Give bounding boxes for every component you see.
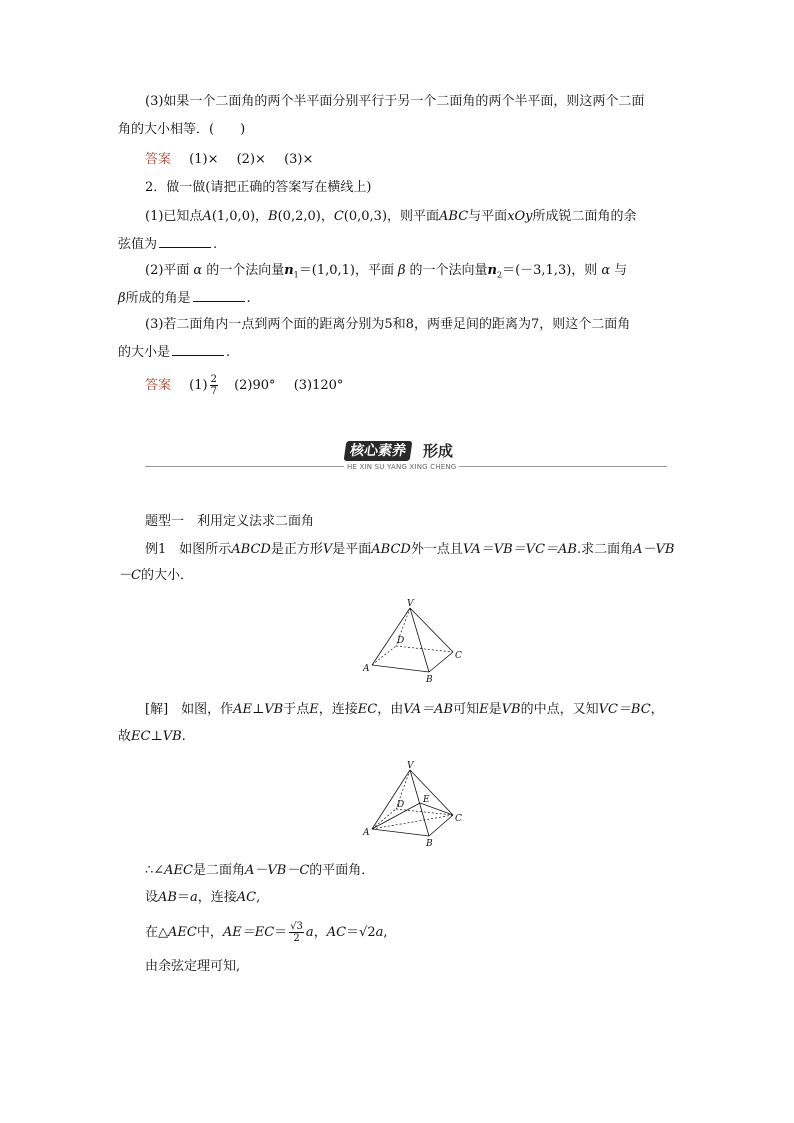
- answer-1: [145, 151, 313, 169]
- math: AC: [236, 890, 257, 905]
- pyramid-figure-2: [362, 760, 468, 850]
- edge-va: [372, 770, 410, 829]
- text: ，连接: [197, 890, 237, 905]
- edge-ab: [372, 665, 429, 672]
- banner-title: 形成: [423, 442, 454, 460]
- alpha-symbol: α: [601, 263, 611, 278]
- fraction-denominator: 2: [293, 933, 300, 944]
- text: 是正方形: [270, 542, 323, 557]
- text: (0,0,3)，则平面: [343, 209, 440, 224]
- normal-vector-n1: n: [284, 263, 294, 278]
- answer-2-item1-prefix: (1): [189, 378, 208, 393]
- example-1-line2: [118, 567, 193, 585]
- math: E: [309, 702, 319, 717]
- section-banner: [145, 440, 667, 474]
- text: ＝: [176, 890, 190, 905]
- vertex-label-a: A: [363, 664, 370, 674]
- point-c: C: [333, 209, 344, 224]
- vertex-label-v: V: [407, 761, 414, 771]
- text: 的中点，又知: [520, 702, 599, 717]
- fraction: [289, 921, 304, 944]
- beta-symbol: β: [118, 291, 126, 306]
- subscript: 2: [496, 270, 503, 280]
- text: .: [246, 291, 251, 306]
- answer-2-item3: (3)120°: [293, 378, 344, 393]
- text: 在△: [145, 925, 168, 940]
- text: ，: [313, 925, 327, 940]
- math: VA＝VB＝VC＝AB: [462, 542, 577, 557]
- conclusion-line: [145, 862, 374, 880]
- pyramid-figure-1: [362, 598, 468, 684]
- math: ABCD: [231, 542, 271, 557]
- math: AC: [326, 925, 347, 940]
- plane-xoy: xOy: [507, 209, 533, 224]
- example-1-line1: [145, 541, 674, 559]
- answer-blank[interactable]: [172, 343, 224, 356]
- math: AEC: [164, 863, 193, 878]
- section-2-q3-line2: [118, 343, 230, 362]
- text: 可知: [453, 702, 480, 717]
- perp-symbol: ⊥: [150, 729, 163, 744]
- math: ABCD: [371, 542, 411, 557]
- edge-va: [372, 608, 410, 665]
- cosine-law-line: 由余弦定理可知,: [145, 959, 241, 974]
- answer-1-item2: (2)×: [236, 152, 266, 167]
- text: .求二面角: [576, 542, 634, 557]
- triangle-line: [145, 918, 388, 948]
- section-2-q1-line2: [118, 235, 217, 254]
- edge-bc: [429, 815, 453, 836]
- math: E: [479, 702, 489, 717]
- text: ＝: [274, 925, 288, 940]
- type-1-title: 题型一 利用定义法求二面角: [145, 514, 315, 529]
- text: 是二面角: [193, 863, 246, 878]
- math: VC＝BC: [598, 702, 651, 717]
- solution-label: [解]: [145, 702, 169, 717]
- text: 的大小是: [118, 345, 171, 360]
- text: (1)已知点: [145, 209, 203, 224]
- math: AEC: [168, 925, 197, 940]
- text: 中，: [196, 925, 223, 940]
- text: ＝(－3,1,3)，则: [502, 263, 598, 278]
- math: V: [322, 542, 333, 557]
- text: 是平面: [332, 542, 372, 557]
- solution-line1: [145, 701, 664, 719]
- subscript: 1: [293, 270, 299, 280]
- edge-dc: [396, 646, 453, 652]
- math: a: [375, 925, 384, 940]
- text: 的大小．: [140, 568, 193, 583]
- math: AE: [233, 702, 253, 717]
- math: A－VB: [633, 542, 675, 557]
- math: VA＝AB: [403, 702, 454, 717]
- fraction-numerator: 2: [210, 374, 217, 385]
- edge-ad: [372, 809, 396, 829]
- edge-ad: [372, 646, 396, 665]
- text: 的平面角．: [309, 863, 375, 878]
- text: ＝√2: [346, 925, 376, 940]
- math: VB: [501, 702, 521, 717]
- vertex-label-b: B: [426, 839, 433, 849]
- vertex-label-c: C: [455, 814, 462, 824]
- answer-1-item3: (3)×: [284, 152, 314, 167]
- fraction: [210, 374, 218, 397]
- text: .: [181, 729, 186, 744]
- text: ，: [650, 702, 664, 717]
- math: AE＝EC: [222, 925, 275, 940]
- text: 设: [145, 890, 159, 905]
- point-b: B: [268, 209, 278, 224]
- answer-1-item1: (1)×: [189, 152, 219, 167]
- math: VB: [162, 729, 182, 744]
- text: 是: [488, 702, 502, 717]
- fraction-numerator: √3: [290, 921, 303, 932]
- vertex-label-v: V: [407, 599, 414, 609]
- answer-2: [145, 373, 343, 399]
- answer-label: 答案: [145, 378, 172, 393]
- answer-label: 答案: [145, 152, 172, 167]
- beta-symbol: β: [398, 263, 406, 278]
- point-a: A: [202, 209, 212, 224]
- perp-symbol: ⊥: [252, 702, 265, 717]
- text: ,: [256, 890, 261, 905]
- section-2-q3-line1: (3)若二面角内一点到两个面的距离分别为5和8，两垂足间的距离为7，则这个二面角: [145, 317, 631, 332]
- math: EC: [357, 702, 378, 717]
- text: 弦值为: [118, 237, 158, 252]
- text: 外一点且: [410, 542, 463, 557]
- normal-vector-n2: n: [487, 263, 497, 278]
- math: VB: [264, 702, 284, 717]
- text: ,: [383, 925, 388, 940]
- text: 如图，作: [168, 702, 234, 717]
- question-3-line1: (3)如果一个二面角的两个半平面分别平行于另一个二面角的两个半平面，则这两个二面: [145, 94, 645, 109]
- math: EC: [131, 729, 151, 744]
- edge-ab: [372, 829, 429, 836]
- edge-bc: [429, 652, 453, 672]
- solution-line2: [118, 728, 186, 746]
- math: a: [189, 890, 198, 905]
- answer-blank[interactable]: [193, 289, 245, 302]
- text: 例1 如图所示: [145, 542, 232, 557]
- text: ∴∠: [145, 863, 165, 878]
- banner-subtitle: HE XIN SU YANG XING CHENG: [344, 463, 459, 471]
- text: (2)平面: [145, 263, 190, 278]
- text: 与: [614, 263, 628, 278]
- text: .: [213, 237, 218, 252]
- text: 故: [118, 729, 132, 744]
- math: a: [305, 925, 314, 940]
- set-ab-line: [145, 889, 260, 907]
- text: ＝(1,0,1)，平面: [298, 263, 394, 278]
- section-2-q2-line2: [118, 289, 251, 308]
- math: AB: [158, 890, 177, 905]
- answer-blank[interactable]: [159, 235, 211, 248]
- text: ，由: [377, 702, 404, 717]
- text: 所成锐二面角的余: [532, 209, 637, 224]
- text: 的一个法向量: [206, 263, 285, 278]
- answer-2-item2: (2)90°: [234, 378, 276, 393]
- vertex-label-b: B: [426, 675, 433, 684]
- plane-abc: ABC: [439, 209, 469, 224]
- fraction-denominator: 7: [210, 386, 217, 397]
- text: 与平面: [468, 209, 508, 224]
- math: －C: [118, 568, 141, 583]
- section-2-q1-line1: [145, 208, 637, 226]
- banner-badge: 核心素养: [344, 441, 413, 461]
- vertex-label-e: E: [423, 795, 430, 805]
- vertex-label-a: A: [363, 828, 370, 838]
- text: .: [226, 345, 231, 360]
- text: (1,0,0)，: [211, 209, 269, 224]
- vertex-label-c: C: [455, 651, 462, 661]
- section-2-q2-line1: [145, 262, 627, 285]
- vertex-label-d: D: [397, 636, 405, 646]
- text: 于点: [283, 702, 310, 717]
- text: 的一个法向量: [409, 263, 488, 278]
- vertex-label-d: D: [397, 800, 405, 810]
- text: (0,2,0)，: [277, 209, 334, 224]
- text: 所成的角是: [125, 291, 191, 306]
- math: A－VB－C: [245, 863, 310, 878]
- alpha-symbol: α: [193, 263, 203, 278]
- question-3-line2: 角的大小相等．( ): [118, 122, 246, 137]
- text: ，连接: [318, 702, 358, 717]
- section-2-title: 2．做一做(请把正确的答案写在横线上): [145, 180, 372, 195]
